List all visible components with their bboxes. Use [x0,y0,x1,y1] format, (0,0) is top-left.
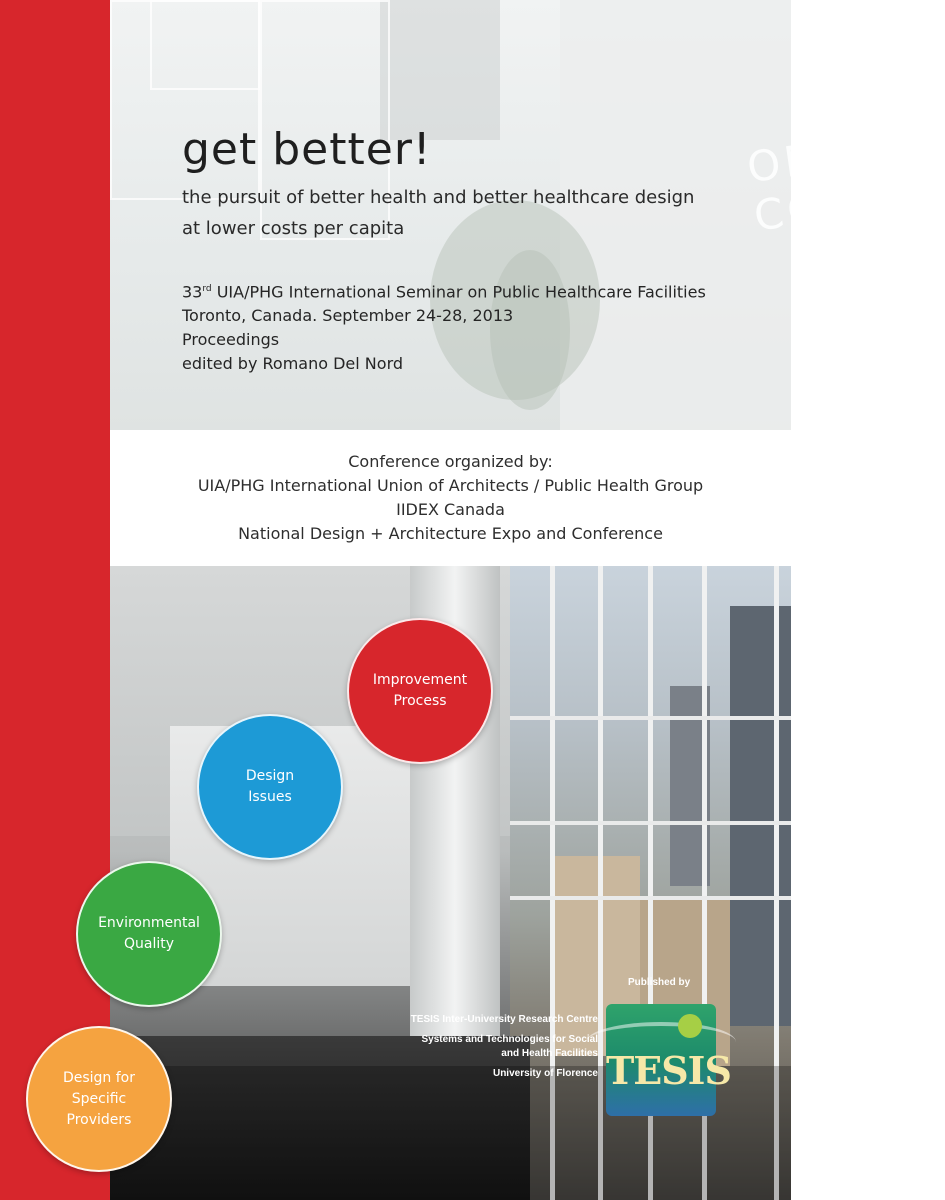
design-issues-circle [197,714,343,860]
seminar-info [182,277,772,376]
organizer-line-1: UIA/PHG International Union of Architects / Public Health Group [197,476,704,495]
seminar-ordinal: 33 [182,282,203,302]
tesis-logo-text: TESIS [606,1048,731,1093]
improvement-process-circle [347,618,493,764]
seminar-editor: edited by Romano Del Nord [182,354,404,374]
subtitle-line-2: at lower costs per capita [182,218,405,239]
seminar-type: Proceedings [182,330,280,350]
design-issues-label: Design Issues [245,768,295,805]
publisher-line-2: Systems and Technologies for Social and Health Facilities [421,1034,598,1059]
design-for-specific-providers-label: Design for Specific Providers [62,1069,136,1128]
background-sign-text: OMEN'S CO [744,117,939,241]
improvement-process-label: Improvement Process [372,672,468,709]
environmental-quality-circle [76,861,222,1007]
organizers-heading: Conference organized by: [348,452,553,471]
seminar-name [182,277,772,304]
design-for-specific-providers-circle [26,1026,172,1172]
environmental-quality-label: Environmental Quality [98,915,200,952]
organizers-band [110,430,791,566]
red-spine [0,0,110,1200]
seminar-location-date: Toronto, Canada. September 24-28, 2013 [182,306,514,326]
book-subtitle [182,182,762,244]
organizer-line-2: IIDEX Canada [396,500,505,519]
published-by-label: Published by [628,977,691,988]
book-title: get better! [182,124,432,175]
organizer-line-3: National Design + Architecture Expo and Conference [238,524,663,543]
seminar-title: UIA/PHG International Seminar on Public Healthcare Facilities [211,282,706,302]
publisher-details [408,1013,598,1087]
logo-dot-icon [678,1014,702,1038]
publisher-line-3: University of Florence [492,1068,598,1079]
publisher-line-1: TESIS Inter-University Research Centre [410,1014,598,1025]
seminar-ordinal-suffix: rd [202,284,212,294]
subtitle-line-1: the pursuit of better health and better healthcare design [182,187,695,208]
tesis-logo [606,1004,731,1116]
